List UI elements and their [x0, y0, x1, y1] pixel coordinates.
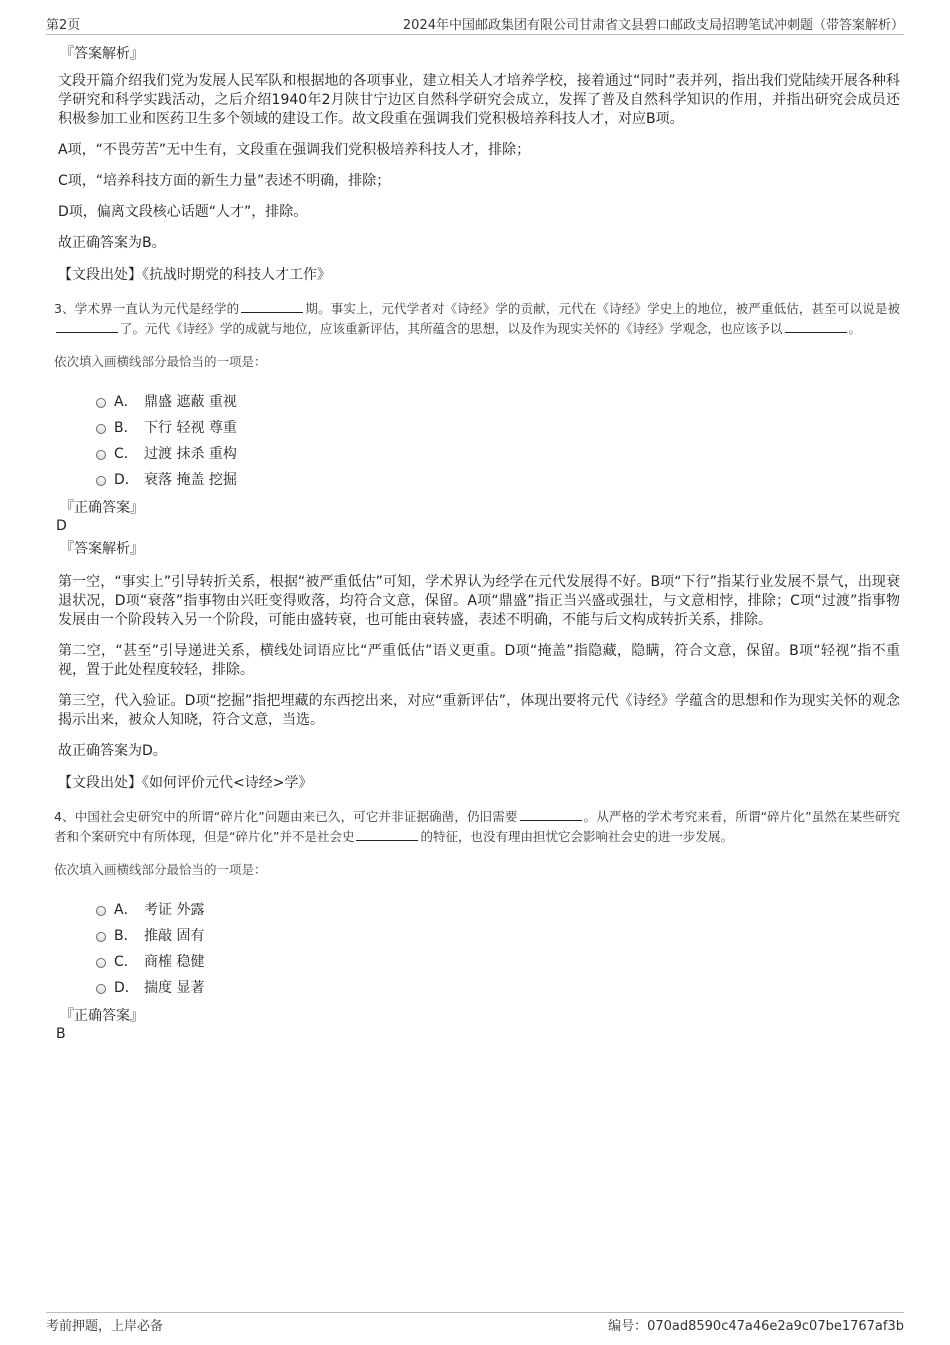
radio-icon[interactable] [96, 984, 106, 994]
question-3-options [96, 389, 900, 493]
radio-icon[interactable] [96, 398, 106, 408]
radio-icon[interactable] [96, 450, 106, 460]
document-id: 编号：070ad8590c47a46e2a9c07be1767af3b [608, 1319, 904, 1334]
option-a[interactable]: A． 鼎盛 遮蔽 重视 [96, 389, 900, 415]
radio-icon[interactable] [96, 932, 106, 942]
page-header [46, 14, 904, 35]
analysis-paragraph: 第一空，“事实上”引导转折关系，根据“被严重低估”可知，学术界认为经学在元代发展得不好。B项“下行”指某行业发展不景气，出现衰退状况，D项“衰落”指事物由兴旺变得败落，均符合文意，保留。A项“鼎盛”指正当兴盛或强壮，与文意相悖，排除；C项“过渡”指事物发展由一个阶段转入另一个阶段，可能由盛转衰，也可能由衰转盛，表述不明确，不能与后文构成转折关系，排除。 [58, 574, 900, 628]
option-b[interactable]: B． 推敲 固有 [96, 923, 900, 949]
blank-line [241, 300, 303, 313]
analysis-paragraph: 第二空，“甚至”引导递进关系，横线处词语应比“严重低估”语义更重。D项“掩盖”指隐藏，隐瞒，符合文意，保留。B项“轻视”指不重视，置于此处程度较轻，排除。 [58, 643, 900, 678]
blank-line [56, 320, 118, 333]
radio-icon[interactable] [96, 906, 106, 916]
page-footer [46, 1312, 904, 1337]
analysis-paragraph: D项，偏离文段核心话题“人才”，排除。 [58, 204, 308, 220]
option-c[interactable]: C． 商榷 稳健 [96, 949, 900, 975]
question-instruction: 依次填入画横线部分最恰当的一项是： [54, 862, 267, 877]
option-c[interactable]: C． 过渡 抹杀 重构 [96, 441, 900, 467]
analysis-paragraph: 第三空，代入验证。D项“挖掘”指把埋藏的东西挖出来，对应“重新评估”，体现出要将元代《诗经》学蕴含的思想和作为现实关怀的观念揭示出来，被众人知晓，符合文意，当选。 [58, 693, 900, 728]
question-4-text: 4、中国社会史研究中的所谓“碎片化”问题由来已久，可它并非证据确凿，仍旧需要 。从严格的学术考究来看，所谓“碎片化”虽然在某些研究者和个案研究中有所体现，但是“碎片化”并不是社会史 的特征，也没有理由担忧它会影响社会史的进一步发展。 [54, 809, 901, 844]
radio-icon[interactable] [96, 424, 106, 434]
document-title: 2024年中国邮政集团有限公司甘肃省文县碧口邮政支局招聘笔试冲刺题（带答案解析） [402, 18, 904, 33]
radio-icon[interactable] [96, 958, 106, 968]
analysis-paragraph: 文段开篇介绍我们党为发展人民军队和根据地的各项事业，建立相关人才培养学校，接着通过“同时”表并列，指出我们党陆续开展各种科学研究和科学实践活动，之后介绍1940年2月陕甘宁边区自然科学研究会成立，发挥了普及自然科学知识的作用，并指出研究会成员还积极参加工业和医药卫生多个领域的建设工作。故文段重在强调我们党积极培养科技人才，对应B项。 [58, 73, 900, 127]
blank-line [520, 808, 582, 821]
correct-answer-label: 『正确答案』 [60, 1008, 144, 1024]
question-4-options [96, 897, 900, 1001]
analysis-paragraph: C项，“培养科技方面的新生力量”表述不明确，排除； [58, 173, 391, 189]
correct-answer-label: 『正确答案』 [60, 500, 144, 516]
analysis-paragraph: 故正确答案为D。 [58, 743, 167, 759]
blank-line [785, 320, 847, 333]
analysis-paragraph: A项，“不畏劳苦”无中生有，文段重在强调我们党积极培养科技人才，排除； [58, 142, 531, 158]
radio-icon[interactable] [96, 476, 106, 486]
source-citation: 【文段出处】《抗战时期党的科技人才工作》 [58, 267, 331, 283]
blank-line [356, 828, 418, 841]
page-number: 第2页 [46, 18, 81, 33]
analysis-paragraph: 故正确答案为B。 [58, 235, 166, 251]
source-citation: 【文段出处】《如何评价元代<诗经>学》 [58, 775, 313, 791]
correct-answer-value: B [56, 1026, 66, 1042]
question-instruction: 依次填入画横线部分最恰当的一项是： [54, 354, 267, 369]
analysis-label: 『答案解析』 [60, 46, 144, 62]
option-d[interactable]: D． 揣度 显著 [96, 975, 900, 1001]
correct-answer-value: D [56, 518, 67, 534]
document-body [56, 44, 900, 1047]
option-b[interactable]: B． 下行 轻视 尊重 [96, 415, 900, 441]
question-3-text: 3、学术界一直认为元代是经学的 期。事实上，元代学者对《诗经》学的贡献，元代在《诗经》学史上的地位，被严重低估，甚至可以说是被了。元代《诗经》学的成就与地位，应该重新评估，其所蕴含的思想，以及作为现实关怀的《诗经》学观念，也应该予以 。 [54, 301, 900, 336]
option-a[interactable]: A． 考证 外露 [96, 897, 900, 923]
analysis-label: 『答案解析』 [60, 541, 144, 557]
footer-slogan: 考前押题，上岸必备 [46, 1319, 164, 1334]
option-d[interactable]: D． 衰落 掩盖 挖掘 [96, 467, 900, 493]
